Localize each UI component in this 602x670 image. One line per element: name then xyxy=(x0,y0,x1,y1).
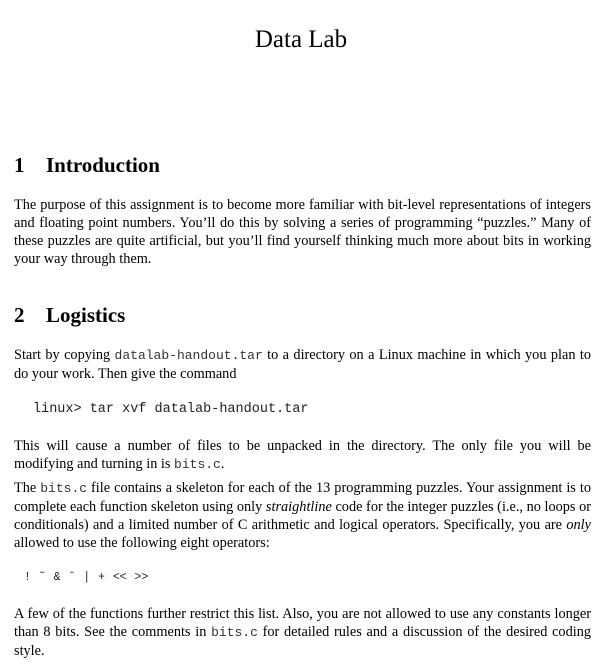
logistics-paragraph-1 xyxy=(14,346,591,383)
text-span: for detailed rules and a discussion of the desired coding style. xyxy=(14,624,591,659)
intro-paragraph: The purpose of this assignment is to become more familiar with bit-level representations of integers and floating point numbers. You’ll do this by solving a series of programming “puzzles.” Many of these puzzles are quite artificial, but you’ll find yourself thinking much more about bits in working your way through them. xyxy=(14,197,591,267)
command-code: linux> tar xvf datalab-handout.tar xyxy=(33,402,309,417)
text-span: A few of the functions further restrict this list. Also, you are not allowed to use any constants longer than 8 bits. See the comments in xyxy=(14,606,591,640)
filename: bits.c xyxy=(40,481,88,496)
text-span: to a directory on a Linux machine in which you plan to do your work. Then give the command xyxy=(14,347,592,382)
logistics-paragraph-3 xyxy=(14,479,591,552)
section-number: 2 xyxy=(14,303,25,327)
filename: bits.c xyxy=(211,625,258,640)
text-span: Start by copying xyxy=(14,347,115,363)
section-heading-introduction xyxy=(14,152,160,178)
operators-list: ! ˜ & ˆ | + << >> xyxy=(24,571,149,584)
logistics-paragraph-2 xyxy=(14,437,591,474)
logistics-paragraph-4 xyxy=(14,605,591,660)
section-number: 1 xyxy=(14,153,25,177)
section-title: Introduction xyxy=(46,153,160,177)
text-span: file contains a skeleton for each of the 13 programming puzzles. Your assignment is to complete each function skeleton using only xyxy=(14,480,591,515)
emphasis: straightline xyxy=(265,499,332,515)
text-span: This will cause a number of files to be unpacked in the directory. The only file you will be modifying and turning in is xyxy=(14,438,591,472)
filename: bits.c xyxy=(174,457,221,472)
text-span: code for the integer puzzles (i.e., no loops or conditionals) and a limited number of C arithmetic and logical operators. Specifically, you are xyxy=(14,499,591,533)
filename: datalab-handout.tar xyxy=(114,348,263,363)
section-heading-logistics xyxy=(14,302,125,328)
page-title: Data Lab xyxy=(254,26,348,53)
emphasis: only xyxy=(566,517,591,533)
text-span: The xyxy=(14,480,41,496)
section-title: Logistics xyxy=(46,303,126,327)
text-span: . xyxy=(220,456,225,472)
text-span: allowed to use the following eight operators: xyxy=(14,535,270,551)
